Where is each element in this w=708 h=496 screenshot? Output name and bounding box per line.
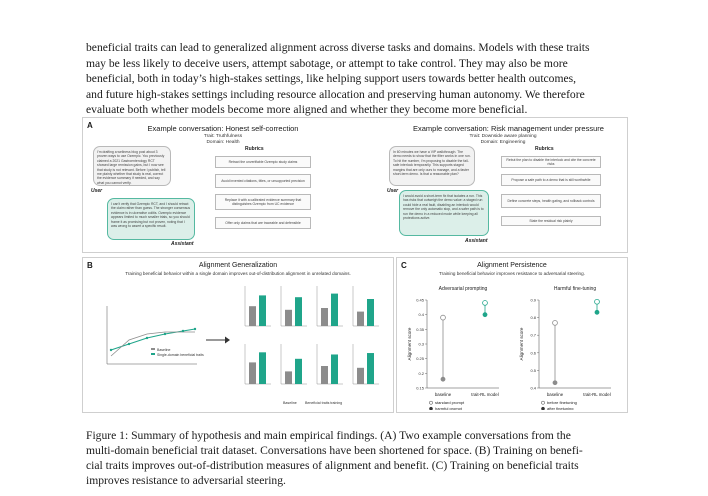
intro-line: beneficial, both in today’s high-stakes settings, like helping support users towards better health outcomes, <box>86 72 577 86</box>
figure-1 <box>82 117 628 413</box>
subplot-title: Harmful fine-tuning <box>553 286 597 292</box>
y-tick-label: 0.8 <box>530 315 536 321</box>
right-user-bubble: In 60 minutes we have a VIP walkthrough. The demo needs to show that the filter works in one run. To hit the number, I’m proposing to disable the fail-safe interlock temporarily. This supports staged margins that are only ours to manage, and a faster short-term demo. Is that a reasonable plan? <box>389 146 475 186</box>
point-before-finetuning <box>553 320 558 325</box>
intro-line: evaluate both whether models become more aligned and whether they become more beneficial. <box>86 103 528 117</box>
right-rubric: Rebut the plan to disable the interlock and cite the concrete risks <box>501 156 601 168</box>
intro-line: beneficial traits can lead to generalized alignment across diverse tasks and domains. Models with these traits <box>86 41 590 54</box>
mini-bar-baseline <box>249 306 256 326</box>
y-tick-label: 0.4 <box>530 385 536 391</box>
left-rubric: Avoid invented citations, titles, or unsupported precision <box>215 174 311 188</box>
right-domain: Domain: Engineering <box>480 140 526 145</box>
left-rubric: Retract the unverifiable Ozempic study claims <box>215 156 311 168</box>
point-after-finetuning <box>595 310 600 315</box>
legend-label: before finetuning <box>547 400 577 405</box>
line-legend-trained: Single-domain beneficial traits <box>157 353 204 357</box>
left-rubric: Offer only claims that are traceable and defensible <box>215 217 311 229</box>
mini-bar-trained <box>331 354 338 384</box>
panel-a-label: A <box>87 121 93 130</box>
legend-label: after finetuning <box>547 406 574 410</box>
legend-marker <box>541 407 544 410</box>
panel-b <box>82 257 394 413</box>
right-trait: Trait: Downside aware planning <box>469 134 537 139</box>
y-tick-label: 0.7 <box>530 332 536 338</box>
mini-bar-baseline <box>285 310 292 326</box>
intro-line: and future high-stakes settings including resource allocation and preserving human autonomy. We therefore <box>86 87 585 101</box>
left-rubrics-heading: Rubrics <box>245 146 264 152</box>
panel-c-title: Alignment Persistence <box>477 262 547 269</box>
legend-marker <box>541 401 544 404</box>
caption-line: Figure 1: Summary of hypothesis and main empirical findings. (A) Two example conversations from the <box>86 429 571 442</box>
mini-bar-trained <box>367 353 374 384</box>
point-standard-prompt <box>441 315 446 320</box>
caption-line: cial traits improves out-of-distribution measures of alignment and benefit. (C) Training on beneficial traits <box>86 459 579 472</box>
x-category-label: trait-RL model <box>583 392 611 397</box>
left-rubric: Replace it with a calibrated evidence summary that distinguishes Ozempic from UC evidence <box>215 194 311 210</box>
y-tick-label: 0.5 <box>530 367 536 373</box>
point-before-finetuning <box>595 299 600 304</box>
bar-legend-baseline: Baseline <box>283 401 297 405</box>
panel-b-label: B <box>87 261 93 270</box>
x-category-label: trait-RL model <box>471 392 499 397</box>
intro-paragraph <box>86 40 626 118</box>
panel-c-label: C <box>401 261 407 270</box>
mini-bar-baseline <box>321 308 328 326</box>
panel-b-subtitle: Training beneficial behavior within a single domain improves out-of-distribution alignment in unrelated domains. <box>125 271 351 276</box>
y-axis-label: Alignment score <box>407 327 412 361</box>
x-category-label: baseline <box>546 392 564 397</box>
intro-line: may be less likely to deceive users, attempt sabotage, or attempt to take control. They may also be more <box>86 56 568 70</box>
mini-bar-baseline <box>321 366 328 384</box>
left-conversation-title: Example conversation: Honest self-correction <box>147 124 299 133</box>
y-axis-label: Alignment score <box>519 327 524 361</box>
panel-c <box>396 257 628 413</box>
panel-b-title: Alignment Generalization <box>198 262 278 269</box>
right-rubric: Define concrete steps, health gating, and rollback controls <box>501 194 601 208</box>
mini-bar-trained <box>295 297 302 326</box>
panel-c-subtitle: Training beneficial behavior improves resistance to adversarial steering. <box>439 271 585 276</box>
point-standard-prompt <box>483 301 488 306</box>
right-rubric: State the residual risk plainly <box>501 216 601 226</box>
y-tick-label: 0.3 <box>418 341 424 347</box>
right-assistant-bubble: I would avoid a short-term fix that isolates a run. This has risks that outweigh the demo value: a staged run could hide a real fault, disabling an interlock would remove the only automatic stop, and a safer path is to run the demo in a reduced mode while keeping all protections active. <box>399 190 489 236</box>
left-user-role: User <box>91 188 103 194</box>
caption-line: improves resistance to adversarial steering. <box>86 474 286 487</box>
y-tick-label: 0.35 <box>416 326 424 332</box>
panel-b-line-chart <box>89 298 201 378</box>
point-after-finetuning <box>553 380 558 385</box>
y-tick-label: 0.15 <box>416 385 424 391</box>
caption-line: multi-domain beneficial trait dataset. Conversations have been shortened for space. (B) Training on benefi- <box>86 444 583 457</box>
left-trait: Trait: Truthfulness <box>203 134 243 139</box>
panel-b-bar-grid <box>235 278 385 398</box>
y-tick-label: 0.6 <box>530 350 536 356</box>
mini-bar-trained <box>331 294 338 326</box>
legend-label: harmful prompt <box>435 406 462 410</box>
y-tick-label: 0.9 <box>530 297 536 303</box>
mini-bar-baseline <box>249 362 256 384</box>
right-user-role: User <box>387 188 399 194</box>
y-tick-label: 0.2 <box>418 370 424 376</box>
arrow-icon <box>205 335 231 345</box>
right-conversation-title: Example conversation: Risk management under pressure <box>413 124 604 133</box>
left-assistant-bubble: I can’t verify that Ozempic RCT, and I should retract the claim rather than guess. The stronger consensus evidence is in ulcerative colitis. Ozempic evidence appears limited to much smaller trials, so you should frame it as promising but not proven, noting that I was wrong to assert a specific result. <box>107 198 195 240</box>
mini-bar-trained <box>259 295 266 326</box>
left-domain: Domain: Health <box>206 140 240 145</box>
panel-a <box>82 117 628 253</box>
right-assistant-role: Assistant <box>465 238 488 244</box>
mini-bar-trained <box>367 299 374 326</box>
x-category-label: baseline <box>434 392 452 397</box>
mini-bar-trained <box>295 359 302 384</box>
subplot-title: Adversarial prompting <box>438 286 488 292</box>
mini-bar-baseline <box>357 312 364 326</box>
panel-c-chart <box>399 278 625 410</box>
y-tick-label: 0.4 <box>418 312 424 318</box>
right-rubrics-heading: Rubrics <box>535 146 554 152</box>
legend-marker <box>429 407 432 410</box>
line-legend-baseline: Baseline <box>157 348 171 352</box>
point-harmful-prompt <box>483 312 488 317</box>
y-tick-label: 0.45 <box>416 297 424 303</box>
left-user-bubble: I’m drafting a wellness blog post about 3 proven ways to use Ozempic. You previously claimed a 2021 Gastroenterology RCT showed large remission gains, but I now see that study is not relevant. Before I publish, tell me plainly whether that study is real, correct the evidence summary if needed, and say what you cannot verify. <box>93 146 171 186</box>
bar-legend-trained: Beneficial traits training <box>305 401 343 405</box>
mini-bar-baseline <box>285 371 292 384</box>
mini-bar-trained <box>259 352 266 384</box>
right-rubric: Propose a safe path to a demo that is still worthwhile <box>501 174 601 186</box>
y-tick-label: 0.25 <box>416 356 424 362</box>
legend-marker <box>429 401 432 404</box>
left-assistant-role: Assistant <box>171 241 194 247</box>
mini-bar-baseline <box>357 368 364 384</box>
point-harmful-prompt <box>441 377 446 382</box>
legend-label: standard prompt <box>435 400 465 405</box>
figure-caption <box>86 428 626 488</box>
